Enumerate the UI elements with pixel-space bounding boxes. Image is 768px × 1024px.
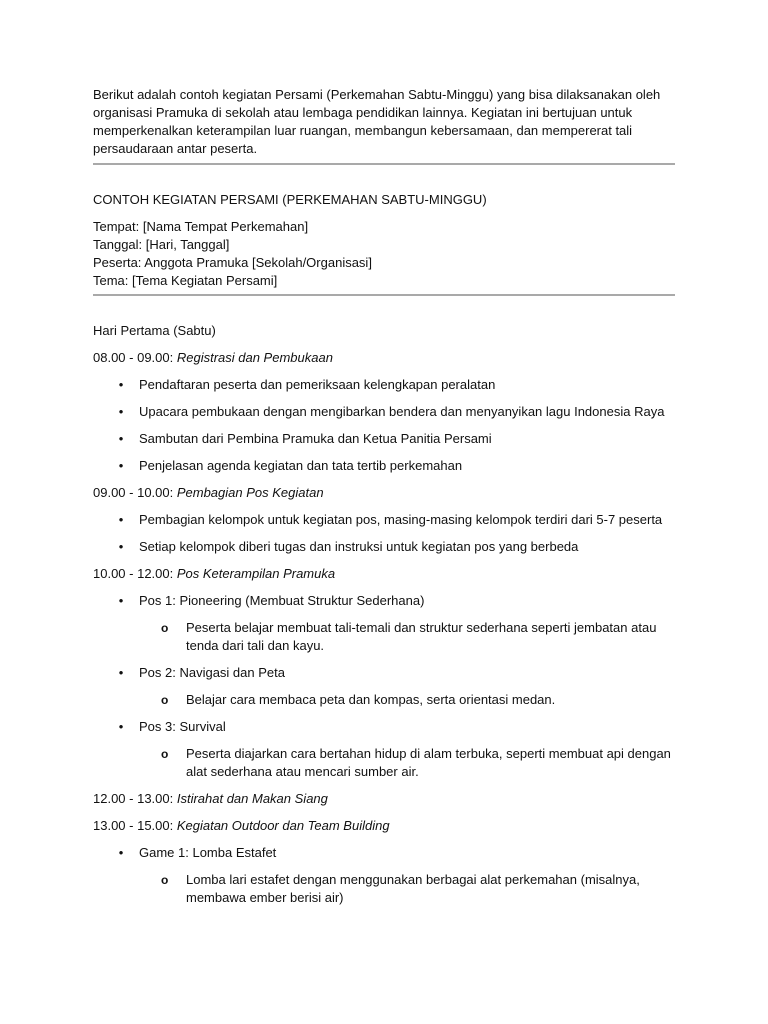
bullet-list (93, 844, 678, 907)
sub-list (139, 691, 678, 709)
list-item-text: Penjelasan agenda kegiatan dan tata tertib perkemahan (139, 458, 463, 473)
schedule-slot (93, 790, 678, 808)
sub-list-item (93, 691, 678, 709)
bullet-icon: • (118, 377, 124, 392)
list-item (93, 592, 678, 655)
list-item (93, 376, 678, 394)
sub-list-item-text: Peserta belajar membuat tali-temali dan struktur sederhana seperti jembatan atau tenda dari tali dan kayu. (186, 620, 657, 653)
info-peserta: Peserta: Anggota Pramuka [Sekolah/Organisasi] (93, 255, 372, 270)
slot-name: Registrasi dan Pembukaan (176, 350, 333, 365)
schedule-slot (93, 817, 678, 835)
slot-name: Kegiatan Outdoor dan Team Building (176, 818, 390, 833)
list-item-text: Pendaftaran peserta dan pemeriksaan kelengkapan peralatan (139, 377, 496, 392)
info-tema: Tema: [Tema Kegiatan Persami] (93, 273, 278, 288)
list-item (93, 457, 678, 475)
info-tempat: Tempat: [Nama Tempat Perkemahan] (93, 219, 309, 234)
slot-time: 12.00 - 13.00: (93, 791, 177, 806)
list-item (93, 430, 678, 448)
list-item-text: Game 1: Lomba Estafet (139, 845, 277, 860)
sub-list (139, 619, 678, 655)
list-item (93, 844, 678, 907)
slot-name: Pos Keterampilan Pramuka (176, 566, 336, 581)
circle-bullet-icon: o (161, 747, 169, 761)
bullet-icon: • (118, 539, 124, 554)
list-item (93, 664, 678, 709)
sub-list-item (93, 871, 678, 907)
section-title: CONTOH KEGIATAN PERSAMI (PERKEMAHAN SABTU-MINGGU) (93, 192, 487, 207)
schedule-slot (93, 484, 678, 502)
bullet-icon: • (118, 512, 124, 527)
sub-list-item (93, 619, 678, 655)
list-item (93, 538, 678, 556)
divider (93, 163, 675, 165)
list-item-text: Pembagian kelompok untuk kegiatan pos, masing-masing kelompok terdiri dari 5-7 peserta (139, 512, 663, 527)
list-item-text: Pos 1: Pioneering (Membuat Struktur Sederhana) (139, 593, 425, 608)
list-item-text: Upacara pembukaan dengan mengibarkan bendera dan menyanyikan lagu Indonesia Raya (139, 404, 665, 419)
list-item-text: Setiap kelompok diberi tugas dan instruksi untuk kegiatan pos yang berbeda (139, 539, 579, 554)
bullet-icon: • (118, 593, 124, 608)
slot-time: 10.00 - 12.00: (93, 566, 177, 581)
circle-bullet-icon: o (161, 621, 169, 635)
event-info (93, 218, 678, 290)
slot-time: 09.00 - 10.00: (93, 485, 177, 500)
document-content (93, 86, 678, 907)
sub-list-item (93, 745, 678, 781)
list-item (93, 718, 678, 781)
slot-time: 13.00 - 15.00: (93, 818, 177, 833)
bullet-icon: • (118, 665, 124, 680)
circle-bullet-icon: o (161, 693, 169, 707)
list-item (93, 511, 678, 529)
list-item (93, 403, 678, 421)
sub-list (139, 745, 678, 781)
list-item-text: Sambutan dari Pembina Pramuka dan Ketua Panitia Persami (139, 431, 492, 446)
sub-list-item-text: Peserta diajarkan cara bertahan hidup di alam terbuka, seperti membuat api dengan alat sederhana atau mencari sumber air. (186, 746, 671, 779)
list-item-text: Pos 3: Survival (139, 719, 226, 734)
list-item-text: Pos 2: Navigasi dan Peta (139, 665, 285, 680)
schedule-slot (93, 349, 678, 367)
slot-name: Istirahat dan Makan Siang (176, 791, 328, 806)
bullet-icon: • (118, 404, 124, 419)
schedule-slot (93, 565, 678, 583)
bullet-list (93, 511, 678, 556)
sub-list-item-text: Lomba lari estafet dengan menggunakan berbagai alat perkemahan (misalnya, membawa ember berisi air) (186, 872, 640, 905)
slot-name: Pembagian Pos Kegiatan (176, 485, 324, 500)
day-title: Hari Pertama (Sabtu) (93, 323, 216, 338)
bullet-icon: • (118, 719, 124, 734)
intro-paragraph: Berikut adalah contoh kegiatan Persami (Perkemahan Sabtu-Minggu) yang bisa dilaksanakan oleh organisasi Pramuka di sekolah atau lembaga pendidikan lainnya. Kegiatan ini bertujuan untuk memperkenalkan keterampilan luar ruangan, membangun kebersamaan, dan mempererat tali persaudaraan antar peserta. (93, 87, 661, 156)
sub-list-item-text: Belajar cara membaca peta dan kompas, serta orientasi medan. (186, 692, 556, 707)
slot-time: 08.00 - 09.00: (93, 350, 177, 365)
info-tanggal: Tanggal: [Hari, Tanggal] (93, 237, 230, 252)
sub-list (139, 871, 678, 907)
circle-bullet-icon: o (161, 873, 169, 887)
bullet-icon: • (118, 845, 124, 860)
bullet-icon: • (118, 458, 124, 473)
bullet-icon: • (118, 431, 124, 446)
bullet-list (93, 592, 678, 781)
divider (93, 294, 675, 296)
bullet-list (93, 376, 678, 475)
